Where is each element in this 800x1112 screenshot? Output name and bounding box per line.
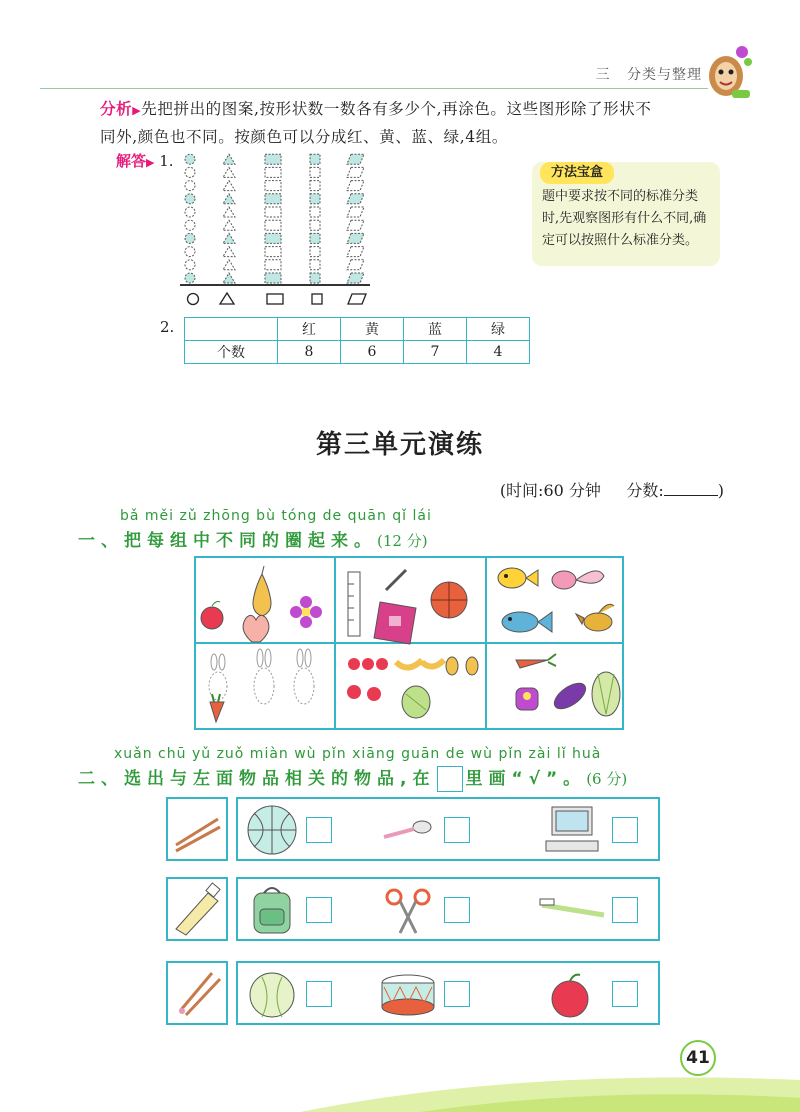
flower-icon[interactable] [516,688,538,710]
table-cell: 黄 [341,318,404,341]
circle-mark [185,194,195,204]
answer-checkbox[interactable] [444,897,470,923]
section2-title-line [78,764,627,792]
parallelogram-mark [347,233,364,243]
answer-checkbox[interactable] [444,981,470,1007]
rectangle-mark [265,233,281,243]
parallelogram-shape-icon [348,294,366,304]
rectangle-shape-icon [267,294,283,304]
rabbit-icon[interactable] [209,654,227,700]
square-mark [310,260,320,270]
answer-checkbox[interactable] [612,817,638,843]
circle-mark [185,167,195,177]
parallelogram-mark [347,273,364,283]
grape-icon[interactable] [402,686,430,718]
circle-column [179,152,201,284]
parallelogram-mark [347,207,364,217]
peach-icon[interactable] [243,615,269,642]
time-score-line [500,478,724,501]
square-mark [310,167,320,177]
rectangle-column [262,152,284,284]
section1-title-line [78,526,428,551]
options-row [236,797,660,861]
section2-title-c: ”。 [546,769,587,789]
pear-icon[interactable] [253,566,271,616]
triangle-mark [223,194,235,204]
answer-num-1: 1. [159,152,174,170]
circle-mark [185,181,195,191]
spoon-icon [382,817,434,841]
rectangle-mark [265,260,281,270]
analysis-paragraph [100,96,740,150]
triangle-mark [223,207,235,217]
square-mark [310,181,320,191]
rabbit-icon[interactable] [294,649,314,704]
page-number: 41 [680,1040,716,1076]
triangle-marker-icon: ▶ [146,156,155,169]
square-shape-icon [312,294,322,304]
footer-wave [0,1028,800,1112]
triangle-marker-icon: ▶ [132,104,142,117]
triangle-column [218,152,240,284]
sample-checkbox [437,766,463,792]
table-cell: 绿 [467,318,530,341]
ruler-icon[interactable] [348,572,360,636]
table-cell: 4 [467,341,530,364]
grid-question-1 [194,556,624,730]
carrot-icon[interactable] [516,654,556,668]
answer-checkbox[interactable] [306,981,332,1007]
left-item-box [166,877,228,941]
toothpaste-icon [168,879,226,939]
pencil-icon[interactable] [386,570,406,590]
section1-score: (12 分) [377,532,428,550]
rectangle-mark [265,181,281,191]
scissors-icon [384,885,432,937]
parallelogram-mark [347,247,364,257]
header-chapter [596,64,702,84]
square-mark [310,273,320,283]
triangle-mark [223,220,235,230]
triangle-mark [223,181,235,191]
section2-title-b: 里画“ [465,769,529,789]
time-close: ) [717,481,724,500]
options-row [236,961,660,1025]
method-box-title: 方法宝盒 [540,162,614,184]
triangle-mark [223,167,235,177]
banana-icon[interactable] [396,660,444,668]
apple-icon[interactable] [347,658,388,701]
backpack-icon [244,883,300,937]
rectangle-mark [265,273,281,283]
options-row [236,877,660,941]
rectangle-mark [265,167,281,177]
table-cell: 6 [341,341,404,364]
table-row [185,341,530,364]
basketball-icon[interactable] [431,582,467,618]
shape-legend [180,290,370,308]
circle-mark [185,154,195,164]
left-item-box [166,797,228,861]
circle-mark [185,273,195,283]
analysis-text-1: 先把拼出的图案,按形状数一数各有多少个,再涂色。这些图形除了形状不 [141,100,652,118]
parallelogram-column [344,152,366,284]
answer-label [116,150,174,171]
triangle-mark [223,154,235,164]
parallelogram-mark [347,167,364,177]
square-mark [310,207,320,217]
circle-mark [185,207,195,217]
answer-checkbox[interactable] [306,817,332,843]
chart-baseline [180,284,370,286]
cabbage-icon[interactable] [592,672,620,716]
square-mark [310,154,320,164]
circle-mark [185,220,195,230]
color-count-table [184,317,530,364]
bird-icon[interactable] [576,604,614,631]
rectangle-mark [265,154,281,164]
score-label: 分数: [626,481,664,500]
computer-icon [544,803,604,857]
analysis-text-2: 同外,颜色也不同。按颜色可以分成红、黄、蓝、绿,4组。 [100,128,508,146]
analysis-tag: 分析 [100,100,133,118]
rabbit-icon[interactable] [254,649,274,704]
answer-checkbox[interactable] [306,897,332,923]
chopsticks-icon [168,799,226,859]
left-item-box [166,961,228,1025]
answer-checkbox[interactable] [612,981,638,1007]
square-mark [310,247,320,257]
method-box-text: 题中要求按不同的标准分类时,先观察图形有什么不同,确定可以按照什么标准分类。 [542,189,707,248]
rectangle-mark [265,194,281,204]
flower-icon[interactable] [290,596,322,628]
triangle-mark [223,260,235,270]
basketball-icon [244,803,300,857]
answer-num-2: 2. [160,318,175,336]
square-mark [310,194,320,204]
eggplant-icon[interactable] [550,678,590,713]
section1-title: 一、把每组中不同的圈起来。 [78,531,377,551]
triangle-mark [223,273,235,283]
unit-title: 第三单元演练 [315,430,484,460]
circle-mark [185,233,195,243]
triangle-shape-icon [220,293,234,304]
chopsticks-icon [168,963,226,1023]
square-mark [310,233,320,243]
score-blank[interactable] [664,481,718,496]
book-icon[interactable] [374,602,416,644]
table-cell: 8 [278,341,341,364]
time-text: (时间:60 分钟 [499,481,601,500]
circle-mark [185,247,195,257]
header-title: 分类与整理 [627,67,702,83]
pear-icon[interactable] [446,657,478,675]
circle-shape-icon [188,294,199,305]
cabbage-icon [244,967,300,1021]
circle-mark [185,260,195,270]
parallelogram-mark [347,260,364,270]
rectangle-mark [265,220,281,230]
section2-score: (6 分) [586,770,628,788]
square-column [304,152,326,284]
apple-icon [548,969,592,1021]
goldfish-icon[interactable] [552,571,604,589]
toothbrush-icon [538,897,608,921]
answer-checkbox[interactable] [444,817,470,843]
parallelogram-mark [347,154,364,164]
table-cell: 7 [404,341,467,364]
section2-pinyin: xuǎn chū yǔ zuǒ miàn wù pǐn xiāng guān de wù pǐn zài lǐ huà [114,746,602,762]
section1-pinyin: bǎ měi zǔ zhōng bù tóng de quān qǐ lái [120,508,432,524]
parallelogram-mark [347,194,364,204]
fish-icon[interactable] [498,568,538,588]
rectangle-mark [265,247,281,257]
section2-title-a: 二、选出与左面物品相关的物品,在 [78,769,436,789]
table-cell: 蓝 [404,318,467,341]
bamboo-mascot-icon [702,40,754,100]
table-cell [185,318,278,341]
square-mark [310,220,320,230]
rectangle-mark [265,207,281,217]
parallelogram-mark [347,220,364,230]
header-unit: 三 [595,67,611,83]
apple-icon[interactable] [201,602,223,630]
triangle-mark [223,247,235,257]
drum-icon [378,973,438,1017]
header-rule [40,88,708,89]
answer-tag: 解答 [116,152,147,170]
parallelogram-mark [347,181,364,191]
table-cell: 红 [278,318,341,341]
section2-check: √ [528,769,546,789]
triangle-mark [223,233,235,243]
table-header-row [185,318,530,341]
answer-checkbox[interactable] [612,897,638,923]
fish-icon[interactable] [502,612,552,632]
table-cell: 个数 [185,341,278,364]
